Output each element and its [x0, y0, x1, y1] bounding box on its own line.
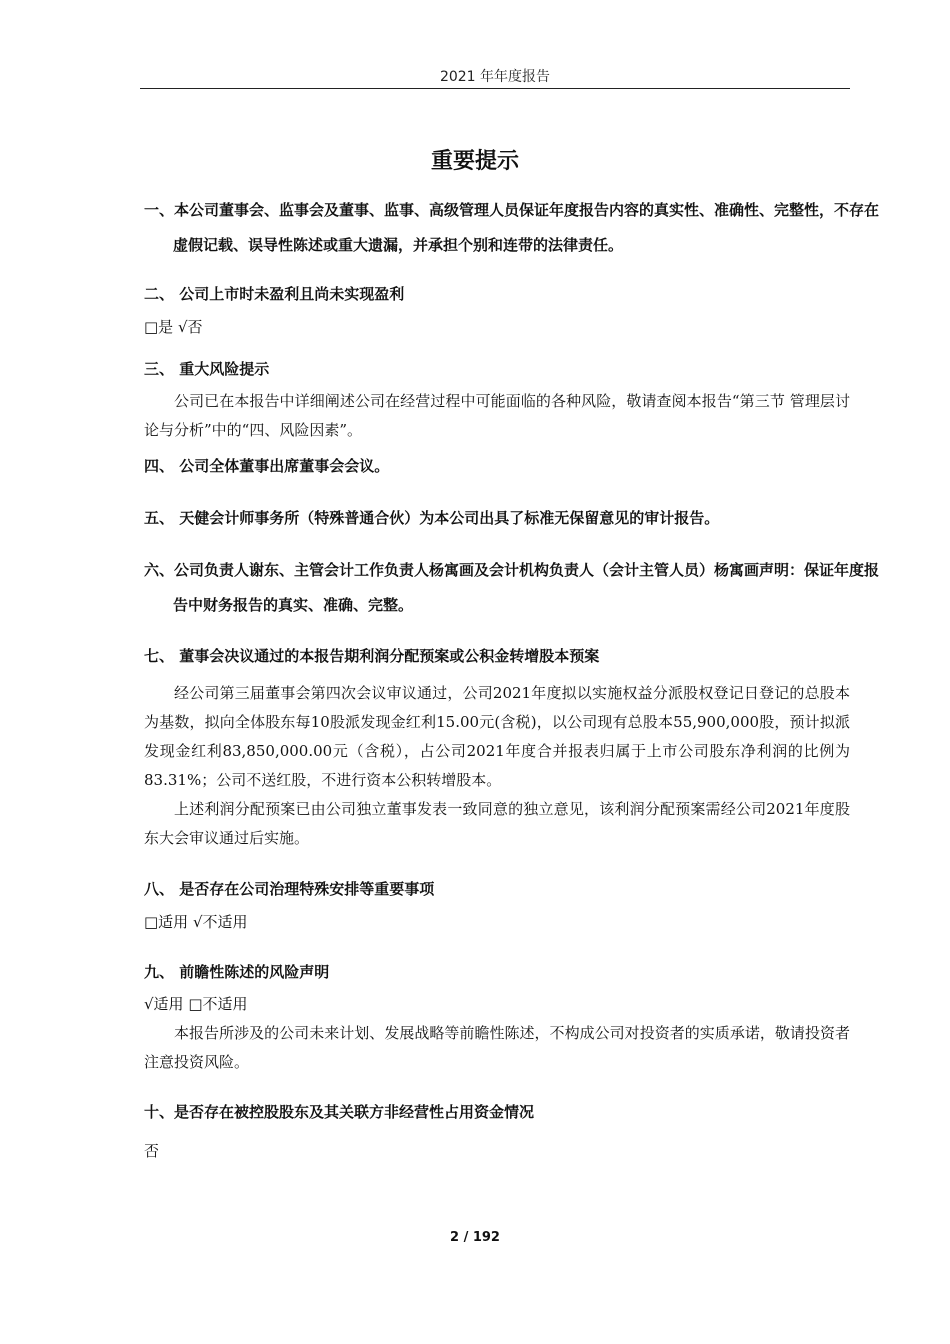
section-3-body: 公司已在本报告中详细阐述公司在经营过程中可能面临的各种风险，敬请查阅本报告“第三节 管理层讨论与分析”中的“四、风险因素”。: [144, 392, 850, 439]
page-number: 2 / 192: [450, 1230, 500, 1245]
section-8-option: □适用 √不适用: [144, 913, 248, 931]
section-2-option: □是 √否: [144, 318, 203, 336]
section-9-heading: 九、 前瞻性陈述的风险声明: [144, 963, 330, 981]
section-4: 四、 公司全体董事出席董事会会议。: [144, 457, 390, 475]
page-header: 2021 年年度报告: [439, 69, 551, 85]
header-divider: [140, 88, 850, 89]
section-6: 六、公司负责人谢东、主管会计工作负责人杨寓画及会计机构负责人（会计主管人员）杨寓画声明：保证年度报告中财务报告的真实、准确、完整。: [144, 561, 880, 614]
section-9-body: 本报告所涉及的公司未来计划、发展战略等前瞻性陈述，不构成公司对投资者的实质承诺，敬请投资者注意投资风险。: [144, 1024, 850, 1071]
section-10-heading: 十、是否存在被控股股东及其关联方非经营性占用资金情况: [144, 1103, 535, 1121]
section-1: 一、本公司董事会、监事会及董事、监事、高级管理人员保证年度报告内容的真实性、准确性、完整性，不存在虚假记载、误导性陈述或重大遗漏，并承担个别和连带的法律责任。: [144, 201, 880, 254]
section-2-heading: 二、 公司上市时未盈利且尚未实现盈利: [144, 285, 405, 303]
section-5: 五、 天健会计师事务所（特殊普通合伙）为本公司出具了标准无保留意见的审计报告。: [144, 509, 720, 527]
section-10-body: 否: [144, 1142, 160, 1160]
section-7-paragraph-1: 经公司第三届董事会第四次会议审议通过，公司2021年度拟以实施权益分派股权登记日登记的总股本为基数，拟向全体股东每10股派发现金红利15.00元(含税)，以公司现有总股本55,900,000股，预计拟派发现金红利83,850,000.00元（含税），占公司2021年度合并报表归属于上市公司股东净利润的比例为83.31%；公司不送红股，不进行资本公积转增股本。: [144, 684, 850, 789]
section-8-heading: 八、 是否存在公司治理特殊安排等重要事项: [144, 880, 435, 898]
section-9-option: √适用 □不适用: [144, 995, 248, 1013]
section-7-paragraph-2: 上述利润分配预案已由公司独立董事发表一致同意的独立意见，该利润分配预案需经公司2021年度股东大会审议通过后实施。: [144, 800, 850, 847]
section-3-heading: 三、 重大风险提示: [144, 360, 270, 378]
page-title: 重要提示: [430, 149, 519, 174]
section-7-heading: 七、 董事会决议通过的本报告期利润分配预案或公积金转增股本预案: [144, 647, 600, 665]
